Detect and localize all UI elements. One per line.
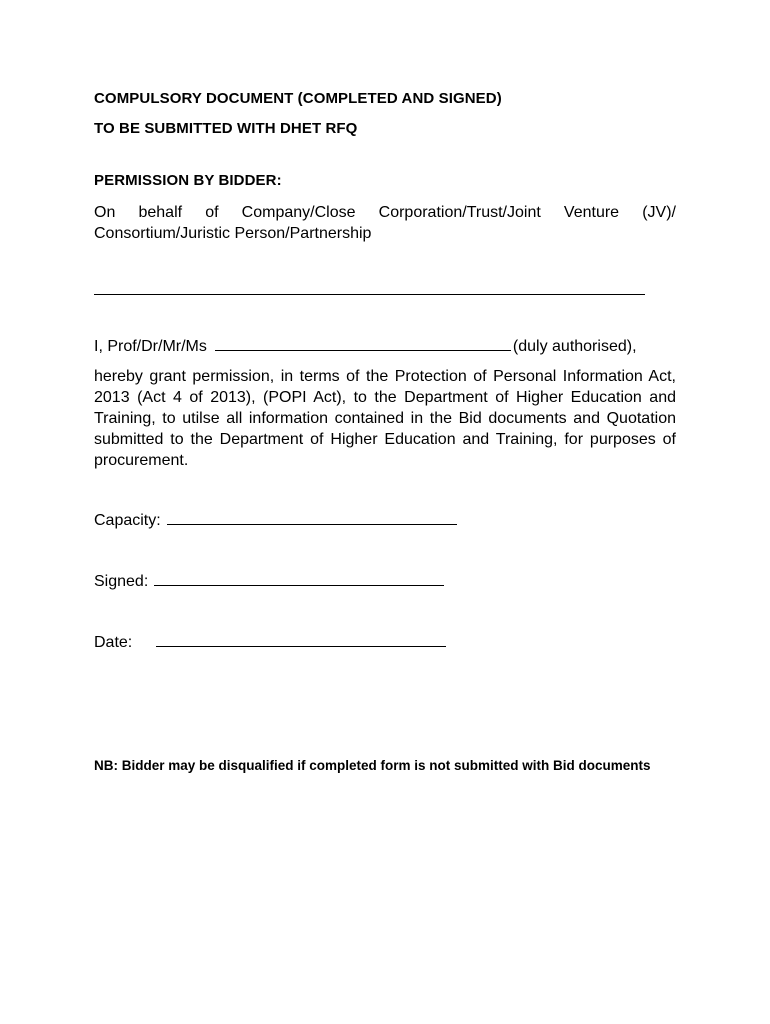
name-suffix-label: (duly authorised), bbox=[512, 338, 637, 355]
entity-name-blank[interactable] bbox=[94, 294, 645, 295]
signed-row bbox=[94, 571, 444, 591]
date-label: Date: bbox=[94, 634, 133, 651]
authorised-person-row bbox=[94, 336, 637, 356]
date-row bbox=[94, 632, 446, 652]
capacity-row bbox=[94, 510, 457, 530]
signed-label: Signed: bbox=[94, 573, 149, 590]
name-prefix-label: I, Prof/Dr/Mr/Ms bbox=[94, 338, 207, 355]
disqualification-note: NB: Bidder may be disqualified if completed form is not submitted with Bid documents bbox=[94, 758, 651, 773]
document-subtitle: TO BE SUBMITTED WITH DHET RFQ bbox=[94, 120, 358, 137]
section-title: PERMISSION BY BIDDER: bbox=[94, 172, 282, 189]
document-title: COMPULSORY DOCUMENT (COMPLETED AND SIGNED) bbox=[94, 90, 502, 107]
capacity-blank[interactable] bbox=[167, 510, 457, 525]
signature-blank[interactable] bbox=[154, 571, 444, 586]
date-blank[interactable] bbox=[156, 632, 446, 647]
permission-grant-text: hereby grant permission, in terms of the Protection of Personal Information Act, 2013 (Act 4 of 2013), (POPI Act), to the Department of Higher Education and Training, to utilse all information contained in the Bid documents and Quotation submitted to the Department of Higher Education and Training, for purposes of procurement. bbox=[94, 368, 676, 469]
capacity-label: Capacity: bbox=[94, 512, 161, 529]
on-behalf-text: On behalf of Company/Close Corporation/Trust/Joint Venture (JV)/ Consortium/Juristic Person/Partnership bbox=[94, 204, 676, 242]
authorised-person-blank[interactable] bbox=[215, 336, 511, 351]
